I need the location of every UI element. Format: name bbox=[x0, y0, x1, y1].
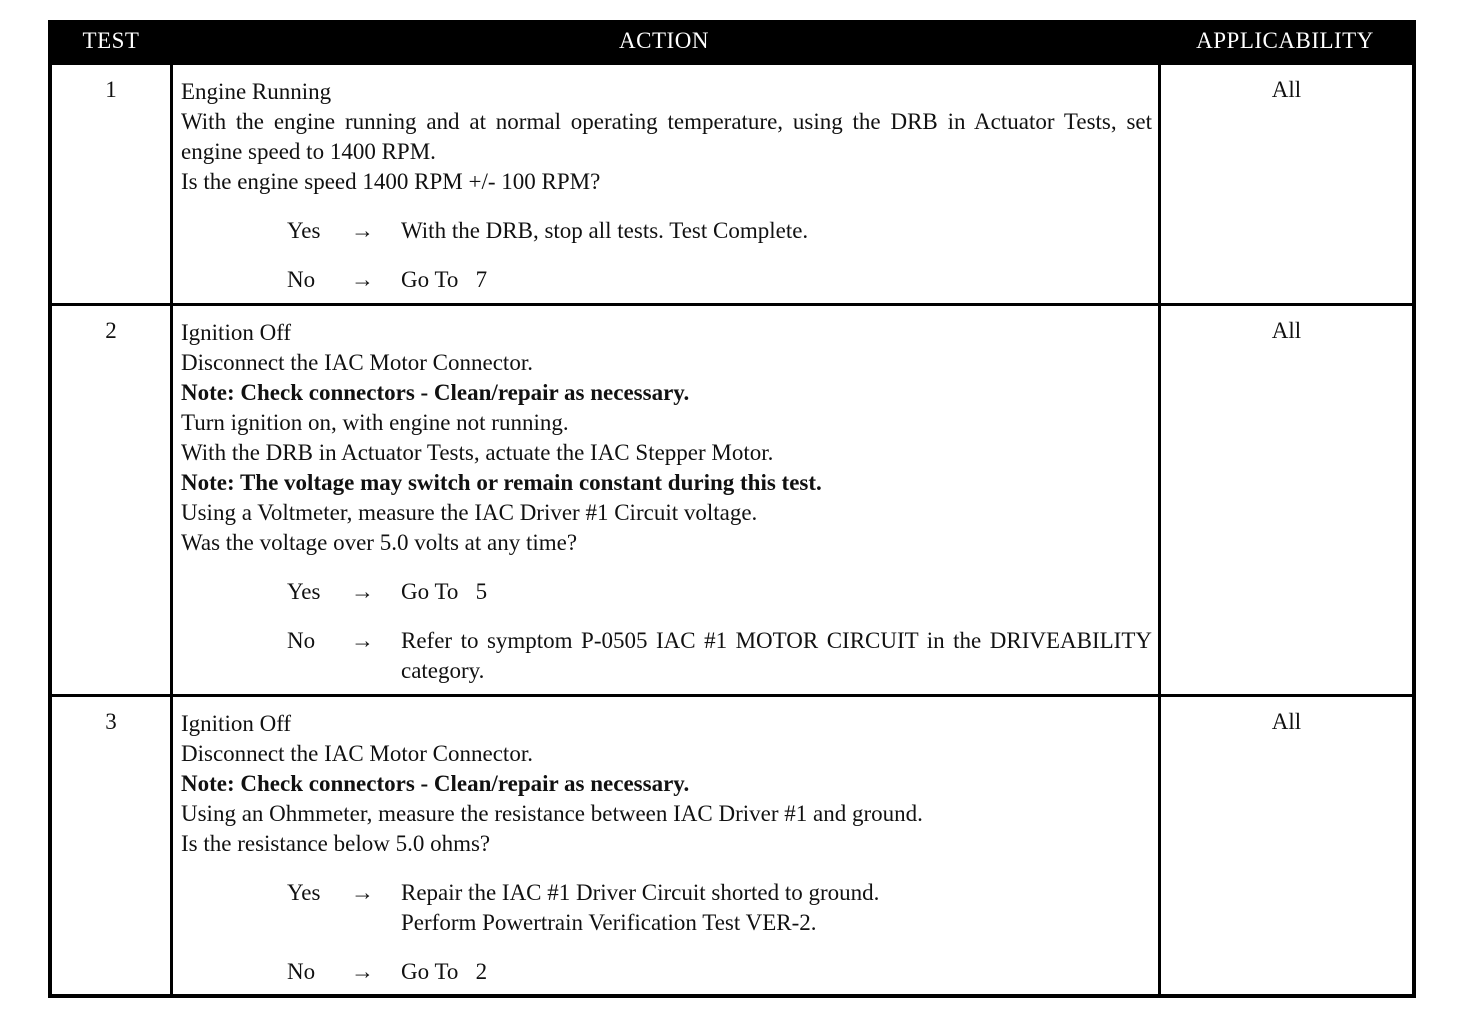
action-cell bbox=[173, 697, 1161, 994]
applicability-cell: All bbox=[1271, 709, 1302, 734]
branch-result-line: Repair the IAC #1 Driver Circuit shorted to ground. bbox=[401, 880, 880, 905]
action-note: Note: Check connectors - Clean/repair as necessary. bbox=[181, 771, 690, 796]
header-action: ACTION bbox=[619, 28, 709, 53]
test-number: 3 bbox=[52, 697, 173, 994]
answer-label: Yes bbox=[287, 218, 321, 243]
branch-result: Go To 7 bbox=[401, 267, 488, 292]
arrow-icon: → bbox=[351, 628, 374, 653]
action-step: Turn ignition on, with engine not running. bbox=[181, 410, 569, 435]
arrow-icon: → bbox=[351, 267, 374, 292]
branch-result: Refer to symptom P-0505 IAC #1 MOTOR CIRCUIT in the DRIVEABILITY category. bbox=[401, 628, 1152, 683]
answer-label: Yes bbox=[287, 579, 321, 604]
branch-result: Go To 2 bbox=[401, 959, 488, 984]
arrow-icon: → bbox=[351, 579, 374, 604]
applicability-cell: All bbox=[1271, 77, 1302, 102]
action-cell bbox=[173, 306, 1161, 694]
applicability-cell: All bbox=[1271, 318, 1302, 343]
header-applicability: APPLICABILITY bbox=[1196, 28, 1374, 53]
action-question: Was the voltage over 5.0 volts at any time? bbox=[181, 530, 578, 555]
arrow-icon: → bbox=[351, 880, 374, 905]
action-step: Using a Voltmeter, measure the IAC Driver #1 Circuit voltage. bbox=[181, 500, 758, 525]
branch-result: With the DRB, stop all tests. Test Complete. bbox=[401, 218, 809, 243]
action-note: Note: Check connectors - Clean/repair as necessary. bbox=[181, 380, 690, 405]
action-step: Ignition Off bbox=[181, 711, 292, 736]
action-step: With the engine running and at normal operating temperature, using the DRB in Actuator Tests, set engine speed to 1400 RPM. bbox=[181, 109, 1152, 164]
branch-yes bbox=[181, 216, 1152, 246]
arrow-icon: → bbox=[351, 218, 374, 243]
header-test: TEST bbox=[82, 28, 140, 53]
branch-no bbox=[181, 957, 1152, 987]
branch-yes bbox=[181, 878, 1152, 938]
branch-result: Go To 5 bbox=[401, 579, 488, 604]
action-question: Is the engine speed 1400 RPM +/- 100 RPM? bbox=[181, 169, 601, 194]
action-step: Ignition Off bbox=[181, 320, 292, 345]
answer-label: Yes bbox=[287, 880, 321, 905]
table-header bbox=[52, 20, 1412, 62]
table-row bbox=[52, 694, 1412, 994]
branch-no bbox=[181, 626, 1152, 686]
arrow-icon: → bbox=[351, 959, 374, 984]
test-number: 1 bbox=[52, 65, 173, 303]
action-cell bbox=[173, 65, 1161, 303]
branch-no bbox=[181, 265, 1152, 295]
action-step: With the DRB in Actuator Tests, actuate the IAC Stepper Motor. bbox=[181, 440, 774, 465]
table-row bbox=[52, 303, 1412, 694]
answer-label: No bbox=[287, 959, 316, 984]
action-step: Disconnect the IAC Motor Connector. bbox=[181, 741, 533, 766]
action-step: Disconnect the IAC Motor Connector. bbox=[181, 350, 533, 375]
branch-result-line: Perform Powertrain Verification Test VER-2. bbox=[401, 910, 817, 935]
action-note: Note: The voltage may switch or remain constant during this test. bbox=[181, 470, 822, 495]
answer-label: No bbox=[287, 267, 316, 292]
answer-label: No bbox=[287, 628, 316, 653]
test-number: 2 bbox=[52, 306, 173, 694]
branch-result bbox=[401, 878, 1152, 938]
action-step: Engine Running bbox=[181, 79, 332, 104]
branch-yes bbox=[181, 577, 1152, 607]
action-step: Using an Ohmmeter, measure the resistance between IAC Driver #1 and ground. bbox=[181, 801, 923, 826]
action-question: Is the resistance below 5.0 ohms? bbox=[181, 831, 491, 856]
table-row bbox=[52, 62, 1412, 303]
diagnostic-test-table bbox=[48, 20, 1416, 998]
